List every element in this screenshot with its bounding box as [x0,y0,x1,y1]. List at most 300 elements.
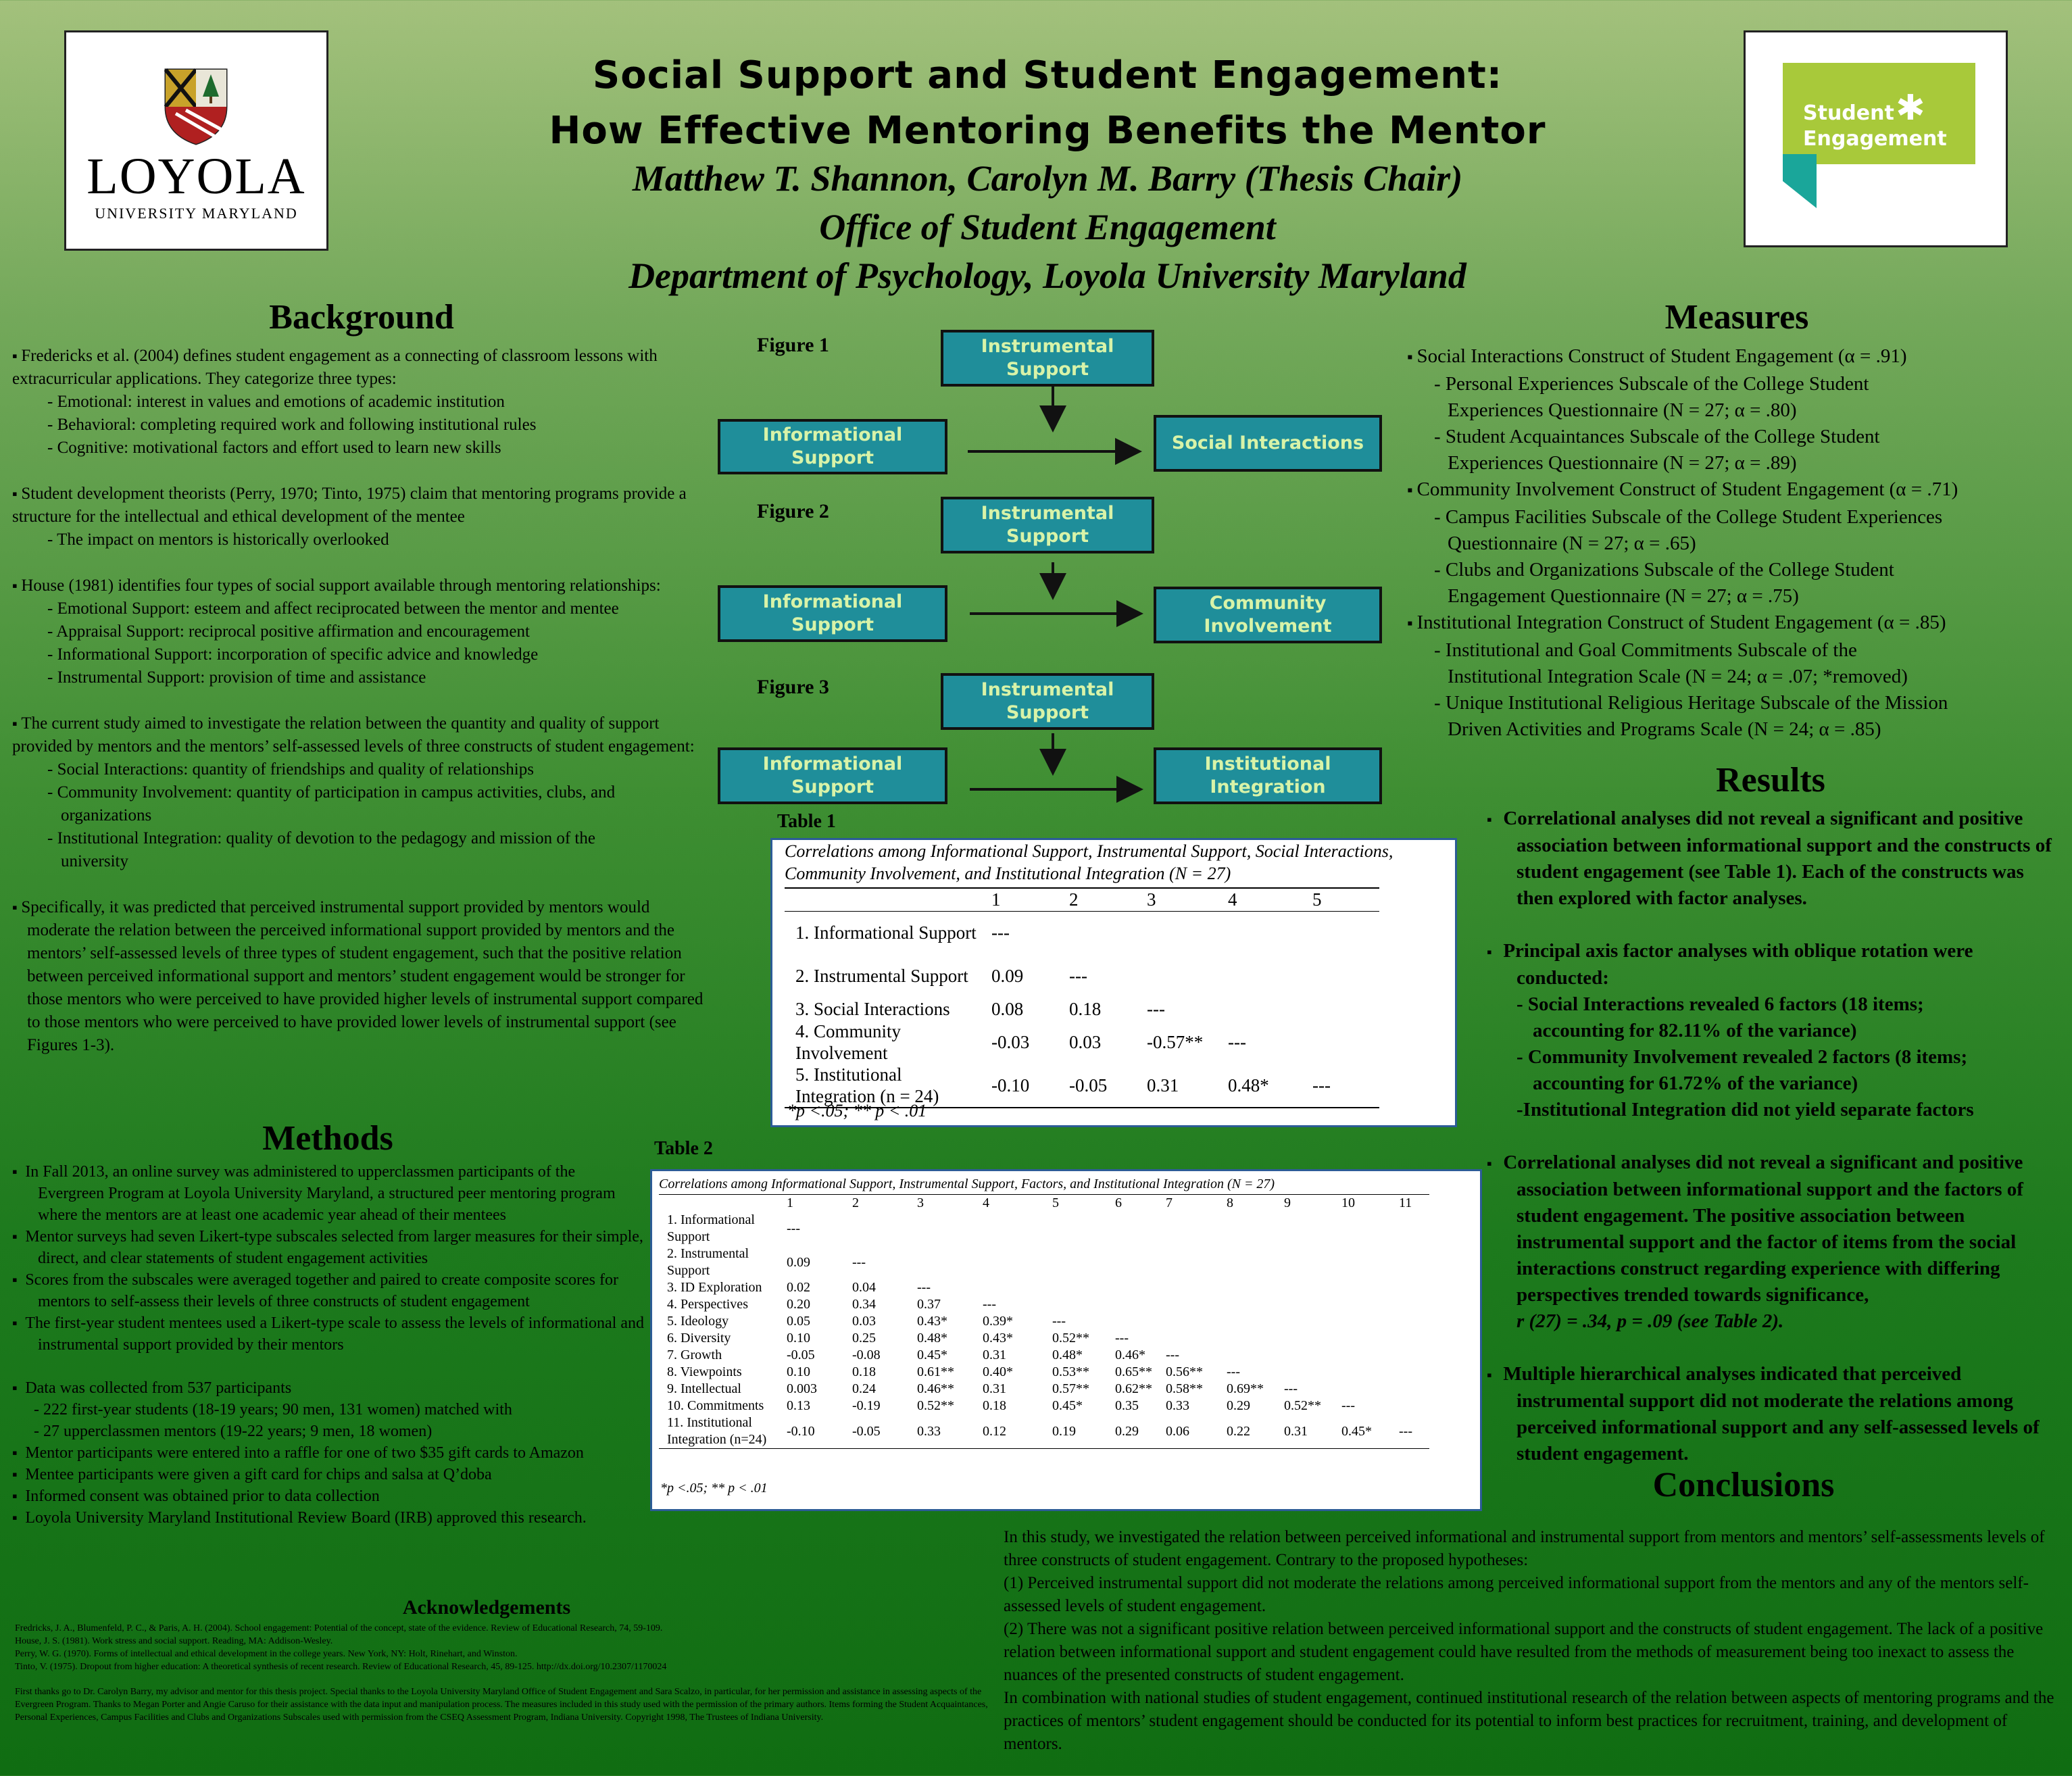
fig2-moderator-box: Instrumental Support [941,497,1154,553]
table-cell [1281,1245,1339,1279]
table-cell: 0.52** [917,1398,954,1413]
table-cell [1396,1330,1429,1347]
figure1-label: Figure 1 [757,334,829,356]
methods-item: ▪ In Fall 2013, an online survey was administered to upperclassmen participants of the Evergreen Program at Loyola University Maryland, a structured peer mentoring program where the mentors are at least one academic year ahead of their mentees [12,1163,616,1224]
background-p5: ▪ Specifically, it was predicted that perceived instrumental support provided by mentors would moderate the relation between the perceived informational support provided by mentors and the mentors’ self-assessed levels of three types of student engagement, such that the positive relation between perceived informational support and mentors’ student engagement would be stronger for those mentors who were perceived to have provided higher levels of instrumental support compared to those mentors who were perceived to have provided lower levels of instrumental support (see Figures 1-3). [12,898,704,1054]
table-cell [1224,1347,1281,1364]
bullet-icon: ▪ [1487,1155,1504,1172]
table-header: 8 [1227,1195,1233,1210]
table-cell [1281,1212,1339,1245]
loyola-subtitle: UNIVERSITY MARYLAND [95,205,298,222]
table-cell: -0.03 [991,1032,1030,1052]
background-p1-item: - Behavioral: completing required work and following institutional rules [47,416,537,434]
bullet-icon: ▪ [1407,615,1417,633]
table-cell: 0.69** [1227,1381,1264,1396]
measures-subscale: Institutional Integration Scale (N = 24; α = .07; *removed) [1448,666,1908,687]
fig2-predictor-box: Informational Support [718,585,947,642]
table1-label: Table 1 [777,811,836,832]
table-cell: -0.08 [852,1348,881,1362]
table-cell [1143,954,1224,997]
measures-subscale: Questionnaire (N = 27; α = .65) [1448,533,1696,554]
fig1-moderator-box: Instrumental Support [941,330,1154,387]
table-cell: 0.45* [1341,1423,1372,1439]
table-cell: 0.003 [787,1381,817,1396]
table-cell [1163,1313,1224,1330]
table2-caption: Correlations among Informational Support, Instrumental Support, Factors, and Institutional Integration (N = 27) [659,1177,1275,1191]
table-cell [1224,1245,1281,1279]
table-cell: 0.31 [1284,1423,1308,1439]
table-cell: --- [1284,1381,1298,1396]
table-cell [1339,1364,1396,1381]
table-cell [1339,1296,1396,1313]
table-cell [1163,1245,1224,1279]
measures-subscale: Engagement Questionnaire (N = 27; α = .75) [1448,585,1799,607]
table-cell [1163,1212,1224,1245]
table-cell [1224,1330,1281,1347]
results-sub: accounting for 61.72% of the variance) [1533,1072,1858,1094]
methods-data-line: ▪ Data was collected from 537 participants [12,1379,292,1397]
table-cell: --- [1227,1364,1240,1379]
table-row [659,1212,1429,1245]
results-sub: - Social Interactions revealed 6 factors (18 items; [1516,993,1924,1015]
results-sub: accounting for 82.11% of the variance) [1533,1020,1857,1041]
table-cell: 0.37 [917,1297,941,1312]
table-cell: 0.10 [787,1364,810,1379]
table-header: 3 [917,1195,924,1210]
table-cell: --- [1228,1032,1246,1052]
table-row [659,1245,1429,1279]
table-cell: 0.58** [1166,1381,1203,1396]
table-header: 11 [1399,1195,1412,1210]
table-cell [1308,954,1379,997]
fig2-outcome-box: Community Involvement [1154,587,1382,643]
table-row [785,954,1379,997]
methods-data-sub: - 27 upperclassmen mentors (19-22 years; 9 men, 18 women) [34,1423,433,1440]
methods-item: ▪ The first-year student mentees used a Likert-type scale to assess the levels of informational and instrumental support provided by their mentors [12,1314,645,1354]
table-cell [1163,1296,1224,1313]
table-cell: -0.05 [787,1348,815,1362]
table-cell: 0.43* [983,1331,1013,1346]
table-cell: 0.18 [852,1364,876,1379]
reference-item: Perry, W. G. (1970). Forms of intellectual and ethical development in the college years. New York, NY: Holt, Rinehart, and Winston. [15,1649,518,1659]
table-cell [1050,1296,1112,1313]
table-cell [914,1212,980,1245]
table-cell: --- [1166,1348,1179,1362]
table-cell: 0.22 [1227,1423,1250,1439]
table-cell: 0.24 [852,1381,876,1396]
table-cell: 0.62** [1115,1381,1152,1396]
results-sub: -Institutional Integration did not yield separate factors [1516,1099,1974,1120]
measures-subscale: - Unique Institutional Religious Heritage Subscale of the Mission [1434,692,1948,714]
table-cell [1065,911,1143,954]
poster-department: Department of Psychology, Loyola University Maryland [628,255,1466,296]
table-cell [1143,911,1224,954]
table-cell [1224,997,1308,1020]
table-cell: --- [1399,1423,1412,1439]
background-p2: ▪ Student development theorists (Perry, 1970; Tinto, 1975) claim that mentoring programs provide a structure for the intellectual and ethical development of the mentee [12,485,687,526]
poster-title-line1: Social Support and Student Engagement: [592,53,1503,97]
results-item: ▪ Correlational analyses did not reveal a significant and positive association between informational support and the constructs of student engagement (see Table 1). Each of the constructs was then explored with factor analyses. [1487,808,2052,909]
bullet-icon: ▪ [12,1314,22,1331]
fig3-predictor-box: Informational Support [718,747,947,804]
table-cell: 0.19 [1052,1423,1076,1439]
table-cell: 2. Instrumental Support [795,966,968,986]
poster-office: Office of Student Engagement [819,207,1276,247]
table-cell: -0.05 [1069,1075,1108,1095]
table-row [785,1020,1379,1064]
table-cell [1224,1212,1281,1245]
table2-note: *p <.05; ** p < .01 [660,1481,768,1496]
results-item: ▪ Principal axis factor analyses with oblique rotation were conducted: [1487,940,1973,989]
table-cell: 0.45* [1052,1398,1083,1413]
bullet-icon: ▪ [12,1271,22,1288]
table-header: 2 [1069,889,1079,910]
table-header: 5 [1052,1195,1059,1210]
table-cell: 0.40* [983,1364,1013,1379]
table-cell: 6. Diversity [667,1331,731,1346]
conclusions-para: In this study, we investigated the relation between perceived informational and instrumental support from mentors and mentors’ self-assessments levels of three constructs of student engagement. Contrary to the proposed hypotheses: [1004,1528,2045,1569]
table1 [785,887,1379,1108]
methods-heading: Methods [262,1119,393,1158]
table2-header-row [659,1195,1429,1212]
table-cell: --- [917,1280,931,1295]
table-cell: --- [852,1254,866,1270]
table-cell [1339,1330,1396,1347]
conclusions-para: (1) Perceived instrumental support did not moderate the relations among perceived informational support from the mentors and any of the mentors self-assessed levels of student engagement. [1004,1574,2029,1615]
table-cell: 0.09 [991,966,1024,986]
table-cell [1396,1347,1429,1364]
table-cell: 0.48* [1052,1348,1083,1362]
table-header: 10 [1341,1195,1355,1210]
table-cell: 0.45* [917,1348,947,1362]
table-cell [1281,1313,1339,1330]
table-cell: 0.05 [787,1314,810,1329]
table-row [659,1330,1429,1347]
table-cell [1339,1212,1396,1245]
table-cell [1308,997,1379,1020]
table-cell: --- [1312,1075,1331,1095]
table-cell [1112,1279,1163,1296]
student-engagement-logo [1744,30,2008,247]
results-stat: r (27) = .34, p = .09 (see Table 2). [1516,1310,1784,1332]
background-p4-item: organizations [61,806,152,824]
background-p3: ▪ House (1981) identifies four types of social support available through mentoring relationships: [12,576,661,595]
bullet-icon: ▪ [1487,811,1504,828]
table1-caption: Correlations among Informational Support, Instrumental Support, Social Interactions, Community Involvement, and Institutional Integration (N = 27) [785,841,1393,883]
table-cell: 11. Institutional Integration (n=24) [667,1415,767,1447]
table-cell: 0.29 [1115,1423,1139,1439]
bullet-icon: ▪ [12,1487,22,1504]
table-header: 4 [983,1195,989,1210]
fig1-outcome-box: Social Interactions [1154,415,1382,472]
measures-construct: ▪ Institutional Integration Construct of Student Engagement (α = .85) [1407,612,1946,633]
background-p3-item: - Instrumental Support: provision of time and assistance [47,668,426,687]
table-cell: -0.19 [852,1398,881,1413]
fig1-predictor-box: Informational Support [718,419,947,474]
table-cell: 0.46* [1115,1348,1145,1362]
se-ribbon-icon [1783,154,1817,208]
asterisk-icon: ✱ [1896,88,1925,128]
background-p1: ▪ Fredericks et al. (2004) defines student engagement as a connecting of classroom lessons with extracurricular applications. They categorize three types: [12,347,658,388]
table2-box [650,1169,1482,1511]
methods-item: ▪ Scores from the subscales were averaged together and paired to create composite scores for mentors to self-assess their levels of three constructs of student engagement [12,1271,618,1310]
measures-subscale: - Clubs and Organizations Subscale of the College Student [1434,559,1894,581]
table-cell: 0.33 [917,1423,941,1439]
table-row [659,1398,1429,1414]
measures-subscale: Experiences Questionnaire (N = 27; α = .89) [1448,452,1797,474]
table-cell: --- [1147,999,1165,1019]
table-cell [1050,1279,1112,1296]
table-cell [1396,1381,1429,1398]
methods-item: ▪ Loyola University Maryland Institutional Review Board (IRB) approved this research. [12,1509,587,1527]
table-cell: 3. ID Exploration [667,1280,762,1295]
results-section [1487,806,2054,1467]
table-cell: 2. Instrumental Support [667,1246,749,1278]
table-cell: --- [991,922,1010,943]
table-cell [1281,1330,1339,1347]
table-cell: 0.39* [983,1314,1013,1329]
table-cell [849,1212,914,1245]
methods-item: ▪ Mentor surveys had seven Likert-type subscales selected from larger measures for their simple, direct, and clear statements of student engagement activities [12,1228,643,1267]
table-row [659,1364,1429,1381]
table-cell: 0.57** [1052,1381,1089,1396]
table-cell: 0.56** [1166,1364,1203,1379]
methods-item: ▪ Mentor participants were entered into a raffle for one of two $35 gift cards to Amazon [12,1444,584,1462]
table-cell: 0.35 [1115,1398,1139,1413]
table-cell: 0.12 [983,1423,1006,1439]
background-p1-item: - Cognitive: motivational factors and effort used to learn new skills [47,439,501,457]
bullet-icon: ▪ [12,899,22,916]
table2-body [659,1212,1429,1449]
table-cell: 4. Community Involvement [795,1021,902,1063]
table-cell [1163,1330,1224,1347]
table-cell: --- [787,1220,800,1236]
poster-title-line2: How Effective Mentoring Benefits the Mentor [549,109,1546,153]
table-cell [1224,1296,1281,1313]
table1-header-row [785,888,1379,911]
bullet-icon: ▪ [12,1379,22,1396]
table2-label: Table 2 [654,1138,713,1159]
table-row [785,911,1379,954]
bullet-icon: ▪ [12,1228,22,1245]
table-cell [1112,1313,1163,1330]
table-cell: 0.31 [983,1381,1006,1396]
table-row [785,997,1379,1020]
table-cell [1281,1347,1339,1364]
methods-item: ▪ Informed consent was obtained prior to data collection [12,1487,380,1505]
bullet-icon: ▪ [1407,349,1417,366]
table-cell [980,1212,1050,1245]
table-row [659,1381,1429,1398]
table-cell: --- [983,1297,996,1312]
table2 [659,1194,1429,1449]
methods-item: ▪ Mentee participants were given a gift card for chips and salsa at Q’doba [12,1466,492,1483]
table-cell: 0.33 [1166,1398,1189,1413]
table1-box [770,838,1457,1127]
table-cell: 0.18 [1069,999,1102,1019]
bullet-icon: ▪ [1487,1366,1504,1383]
table-cell: --- [1052,1314,1066,1329]
reference-item: Tinto, V. (1975). Dropout from higher education: A theoretical synthesis of recent research. Review of Educational Research, 45, 89-125. http://dx.doi.org/10.2307/1170024 [15,1662,667,1672]
background-p4-item: university [61,852,128,870]
table-header [785,888,987,911]
table-cell [1396,1212,1429,1245]
measures-subscale: - Personal Experiences Subscale of the College Student [1434,373,1869,395]
acknowledgements-thanks: First thanks go to Dr. Carolyn Barry, my advisor and mentor for this thesis project. Special thanks to the Loyola University Maryland Office of Student Engagement and Sara Scalzo, in particular, for her permission and assistance in assessing aspects of the Evergreen Program. Thanks to Megan Porter and Angie Caruso for their assistance with the data input and manipulation process. The measures included in this study used with the permission of the primary authors. Items forming the Student Acquaintances, Personal Experiences, Campus Facilities and Clubs and Organizations Subscales used with permission from the CSEQ Assessment Program, Indiana University. Copyright 1998, The Trustees of Indiana University. [15,1687,988,1723]
table-cell: 0.02 [787,1280,810,1295]
table-cell: 0.10 [787,1331,810,1346]
table-cell: 5. Ideology [667,1314,729,1329]
table-cell: -0.57** [1147,1032,1204,1052]
reference-item: Fredricks, J. A., Blumenfeld, P. C., & Paris, A. H. (2004). School engagement: Potential of the concept, state of the evidence. Review of Educational Research, 74, 59-109. [15,1623,663,1633]
background-p1-item: - Emotional: interest in values and emotions of academic institution [47,393,505,411]
table-cell: 0.52** [1284,1398,1321,1413]
table-cell [1396,1245,1429,1279]
bullet-icon: ▪ [12,715,22,732]
table-cell [1224,911,1308,954]
table-cell [1163,1279,1224,1296]
table-header: 1 [787,1195,793,1210]
loyola-wordmark: LOYOLA [87,148,306,205]
table-header: 3 [1147,889,1156,910]
measures-subscale: Experiences Questionnaire (N = 27; α = .80) [1448,399,1797,421]
table-cell: 7. Growth [667,1348,722,1362]
table-cell: 0.34 [852,1297,876,1312]
table-cell: 0.08 [991,999,1024,1019]
table-cell: --- [1115,1331,1129,1346]
table-cell [1224,954,1308,997]
acknowledgements-heading: Acknowledgements [402,1596,571,1619]
results-item: ▪ Multiple hierarchical analyses indicated that perceived instrumental support did not moderate the relations among perceived informational support and any self-assessed levels of student engagement. [1487,1363,2040,1464]
table-row [659,1296,1429,1313]
background-p4-item: - Social Interactions: quantity of friendships and quality of relationships [47,760,534,779]
se-logo-line2: Engagement [1803,127,1947,151]
table-cell: 0.03 [852,1314,876,1329]
table-cell [1339,1313,1396,1330]
measures-subscale: - Institutional and Goal Commitments Subscale of the [1434,639,1857,661]
table-cell: 9. Intellectual [667,1381,741,1396]
table-cell: -0.10 [991,1075,1030,1095]
table-cell: 0.18 [983,1398,1006,1413]
table-cell: 0.29 [1227,1398,1250,1413]
table-cell [1224,1279,1281,1296]
table-cell [1339,1347,1396,1364]
table-cell: 0.03 [1069,1032,1102,1052]
table-cell: 0.46** [917,1381,954,1396]
table-cell: 0.65** [1115,1364,1152,1379]
measures-construct: ▪ Community Involvement Construct of Student Engagement (α = .71) [1407,478,1958,500]
table-cell [1281,1279,1339,1296]
measures-heading: Measures [1664,298,1809,337]
background-p3-item: - Emotional Support: esteem and affect reciprocated between the mentor and mentee [47,599,619,618]
loyola-logo [64,30,328,251]
table1-note: *p <.05; ** p < .01 [787,1101,927,1120]
table-cell: 4. Perspectives [667,1297,748,1312]
bullet-icon: ▪ [12,577,22,594]
table-header [659,1195,784,1212]
measures-section [1407,343,2069,743]
table-cell [1396,1398,1429,1414]
table-cell [1050,1245,1112,1279]
table-cell: --- [1341,1398,1355,1413]
table-cell [1112,1245,1163,1279]
table-cell: 10. Commitments [667,1398,764,1413]
table-cell [980,1245,1050,1279]
table-cell [1339,1245,1396,1279]
se-logo-line1: Student [1803,101,1894,125]
conclusions-heading: Conclusions [1652,1466,1835,1504]
background-p4-item: - Community Involvement: quantity of participation in campus activities, clubs, and [47,783,616,801]
conclusions-section [1004,1526,2058,1756]
fig3-outcome-box: Institutional Integration [1154,747,1382,804]
table-cell [1281,1296,1339,1313]
bullet-icon: ▪ [12,1444,22,1461]
table-header: 4 [1228,889,1237,910]
table-cell [980,1279,1050,1296]
figure3-label: Figure 3 [757,676,829,698]
methods-section [12,1161,644,1529]
table-cell [1396,1313,1429,1330]
table-cell: 8. Viewpoints [667,1364,742,1379]
table-cell [1396,1296,1429,1313]
results-heading: Results [1716,761,1825,799]
table-cell [1339,1381,1396,1398]
table-header: 1 [991,889,1001,910]
table-cell: 0.43* [917,1314,947,1329]
background-section [12,345,712,1057]
table-header: 7 [1166,1195,1173,1210]
bullet-icon: ▪ [12,1466,22,1483]
table-cell: 0.06 [1166,1423,1189,1439]
acknowledgements-section [15,1622,988,1724]
table-cell: 0.48* [1228,1075,1269,1095]
bullet-icon: ▪ [12,347,22,364]
conclusions-para: (2) There was not a significant positive relation between perceived informational support and the constructs of student engagement. The lack of a positive relation between informational support and student engagement could have resulted from the methods of measurement being too inexact to assess the nuances of the presented constructs of student engagement. [1004,1620,2044,1684]
table-cell: -0.10 [787,1423,815,1439]
table-cell: 0.04 [852,1280,876,1295]
table-header: 9 [1284,1195,1291,1210]
table-row [659,1313,1429,1330]
table-cell: 0.25 [852,1331,876,1346]
background-p2-item: - The impact on mentors is historically overlooked [47,531,389,549]
table-cell [1308,1020,1379,1064]
table-cell: 5. Institutional Integration (n = 24) [795,1064,939,1106]
bullet-icon: ▪ [12,485,22,502]
loyola-crest-icon [162,66,230,147]
table-cell [1112,1296,1163,1313]
table-cell: 0.52** [1052,1331,1089,1346]
table-cell [1308,911,1379,954]
table-cell [1396,1364,1429,1381]
measures-subscale: - Campus Facilities Subscale of the College Student Experiences [1434,506,1943,528]
table-cell: 0.31 [983,1348,1006,1362]
background-p4: ▪ The current study aimed to investigate the relation between the quantity and quality of support provided by mentors and the mentors’ self-assessed levels of three constructs of student engagement: [12,714,695,756]
table-cell: 0.61** [917,1364,954,1379]
background-p3-item: - Appraisal Support: reciprocal positive affirmation and encouragement [47,622,530,641]
table-header: 5 [1312,889,1322,910]
measures-construct: ▪ Social Interactions Construct of Student Engagement (α = .91) [1407,345,1907,367]
table-header: 2 [852,1195,859,1210]
table-cell: -0.05 [852,1423,881,1439]
bullet-icon: ▪ [1487,943,1504,960]
reference-item: House, J. S. (1981). Work stress and social support. Reading, MA: Addison-Wesley. [15,1636,333,1646]
table-cell [1224,1313,1281,1330]
results-sub: - Community Involvement revealed 2 factors (8 items; [1516,1046,1968,1068]
table-row [659,1414,1429,1449]
table-cell: 0.09 [787,1254,810,1270]
background-p4-item: - Institutional Integration: quality of devotion to the pedagogy and mission of the [47,829,595,847]
table-row [659,1347,1429,1364]
